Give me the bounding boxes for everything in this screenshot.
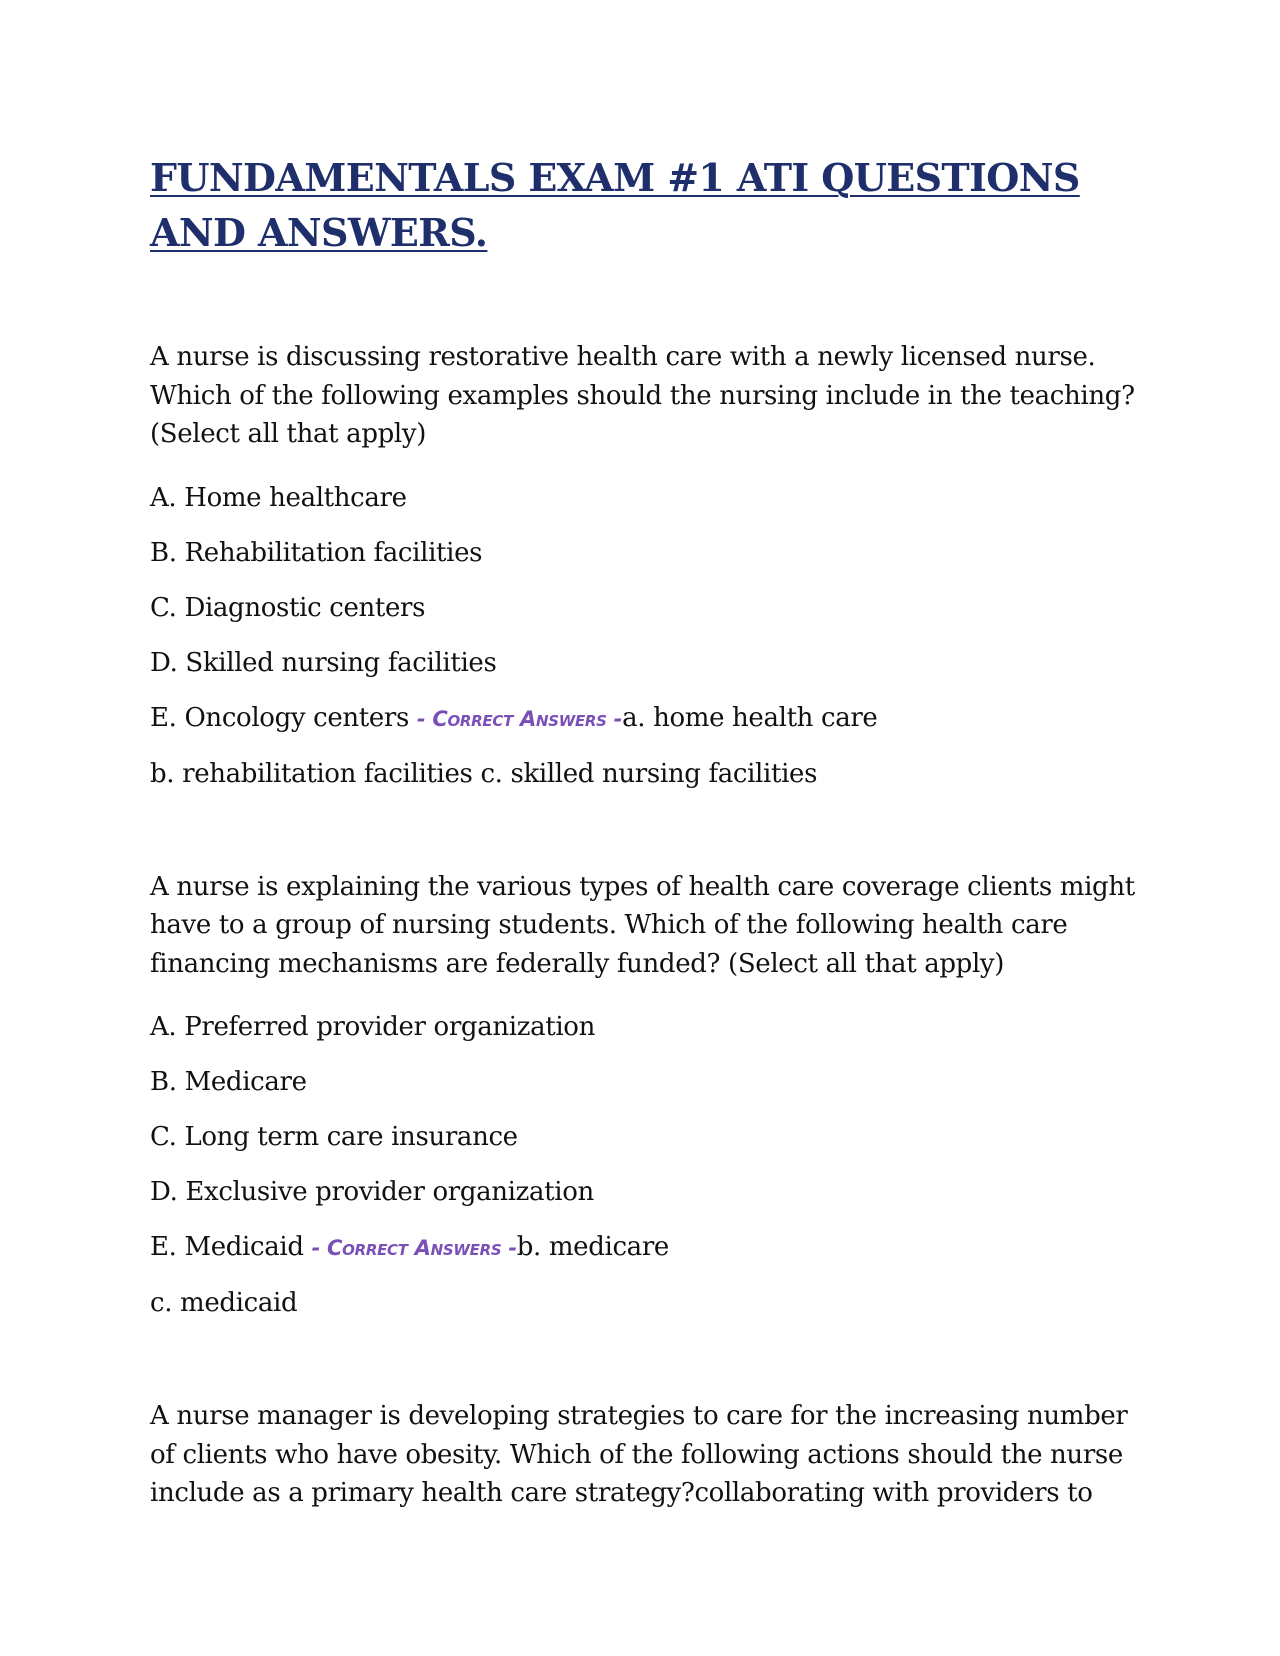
option-b: B. Rehabilitation facilities <box>150 537 483 568</box>
option-b: B. Medicare <box>150 1067 307 1097</box>
answer-line-1: b. medicare <box>516 1232 669 1262</box>
option-d: D. Skilled nursing facilities <box>150 647 497 678</box>
option-e-with-answer <box>150 691 1140 747</box>
document-page <box>150 150 1140 1530</box>
question-1 <box>150 338 1140 802</box>
option-c: C. Long term care insurance <box>150 1122 518 1152</box>
correct-answers-tag: - Correct Answers - <box>416 706 623 731</box>
correct-answers-tag: - Correct Answers - <box>311 1236 517 1260</box>
question-3 <box>150 1397 1140 1513</box>
option-a: A. Home healthcare <box>150 482 407 513</box>
answer-line-1: a. home health care <box>622 702 878 733</box>
document-title: FUNDAMENTALS EXAM #1 ATI QUESTIONS AND ANSWERS. <box>150 155 1080 255</box>
answer-line-2: c. medicaid <box>150 1288 298 1318</box>
answer-line-2: b. rehabilitation facilities c. skilled nursing facilities <box>150 758 818 789</box>
option-e-with-answer <box>150 1220 1140 1276</box>
question-stem: A nurse is discussing restorative health care with a newly licensed nurse. Which of the following examples should the nursing include in the teaching? (Select all that apply) <box>150 342 1135 449</box>
option-d: D. Exclusive provider organization <box>150 1177 594 1207</box>
question-2 <box>150 868 1140 1332</box>
option-e: E. Oncology centers <box>150 702 409 733</box>
question-stem: A nurse manager is developing strategies to care for the increasing number of clients who have obesity. Which of the following actions should the nurse include as a primary health care strategy?collaborating with providers to <box>150 1401 1128 1508</box>
option-e: E. Medicaid <box>150 1232 304 1262</box>
question-stem: A nurse is explaining the various types of health care coverage clients might have to a group of nursing students. Which of the following health care financing mechanisms are federally funded? (Select all that apply) <box>150 871 1135 979</box>
option-c: C. Diagnostic centers <box>150 592 426 623</box>
option-a: A. Preferred provider organization <box>150 1012 595 1042</box>
